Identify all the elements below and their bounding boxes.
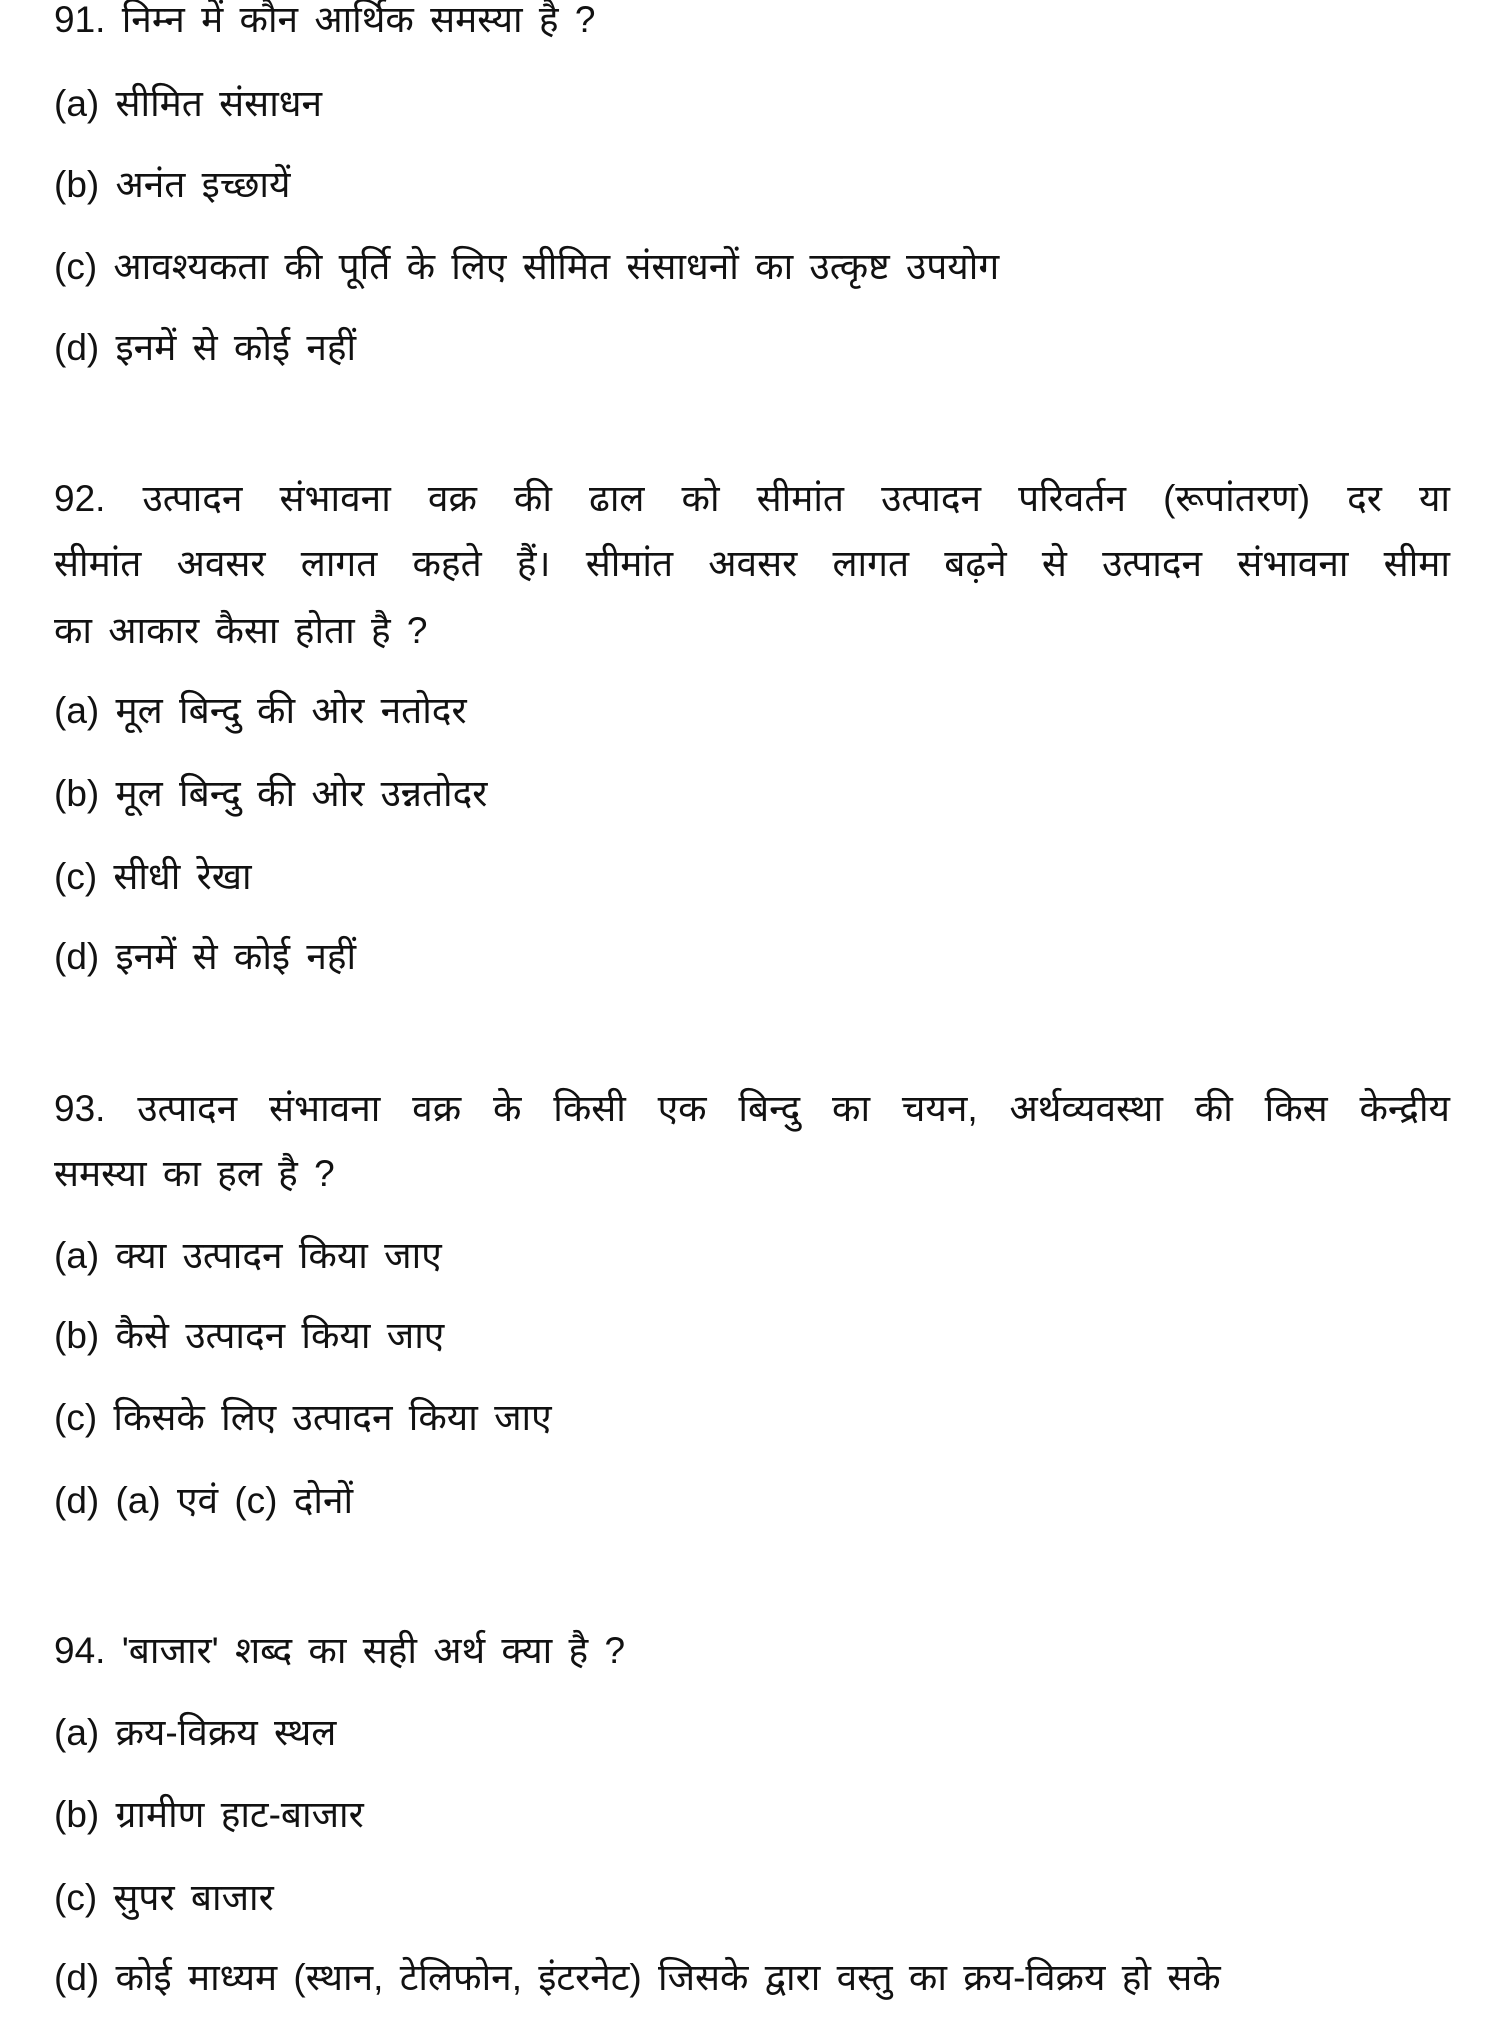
- option-b: (b) मूल बिन्दु की ओर उन्नतोदर: [54, 773, 488, 814]
- option-a: (a) क्या उत्पादन किया जाए: [54, 1235, 442, 1276]
- option-b: (b) ग्रामीण हाट-बाजार: [54, 1794, 364, 1835]
- question-text: 92. उत्पादन संभावना वक्र की ढाल को सीमांत उत्पादन परिवर्तन (रूपांतरण) दर या: [54, 478, 1450, 519]
- option-c: (c) सुपर बाजार: [54, 1877, 274, 1918]
- option-d: (d) इनमें से कोई नहीं: [54, 327, 357, 368]
- option-a: (a) सीमित संसाधन: [54, 83, 323, 124]
- question-text: 94. 'बाजार' शब्द का सही अर्थ क्या है ?: [54, 1630, 626, 1671]
- option-c: (c) सीधी रेखा: [54, 856, 252, 897]
- question-text: समस्या का हल है ?: [54, 1153, 335, 1194]
- option-a: (a) क्रय-विक्रय स्थल: [54, 1712, 337, 1753]
- question-text: 93. उत्पादन संभावना वक्र के किसी एक बिन्दु का चयन, अर्थव्यवस्था की किस केन्द्रीय: [54, 1088, 1450, 1129]
- question-text: सीमांत अवसर लागत कहते हैं। सीमांत अवसर लागत बढ़ने से उत्पादन संभावना सीमा: [54, 543, 1450, 584]
- option-b: (b) अनंत इच्छायें: [54, 164, 291, 205]
- option-c: (c) किसके लिए उत्पादन किया जाए: [54, 1397, 552, 1438]
- option-b: (b) कैसे उत्पादन किया जाए: [54, 1315, 445, 1356]
- option-d: (d) कोई माध्यम (स्थान, टेलिफोन, इंटरनेट) जिसके द्वारा वस्तु का क्रय-विक्रय हो सके: [54, 1957, 1221, 1998]
- option-d: (d) (a) एवं (c) दोनों: [54, 1480, 354, 1521]
- option-a: (a) मूल बिन्दु की ओर नतोदर: [54, 690, 467, 731]
- question-text: 91. निम्न में कौन आर्थिक समस्या है ?: [54, 0, 596, 40]
- option-c: (c) आवश्यकता की पूर्ति के लिए सीमित संसाधनों का उत्कृष्ट उपयोग: [54, 246, 1000, 287]
- question-text: का आकार कैसा होता है ?: [54, 610, 428, 651]
- option-d: (d) इनमें से कोई नहीं: [54, 936, 357, 977]
